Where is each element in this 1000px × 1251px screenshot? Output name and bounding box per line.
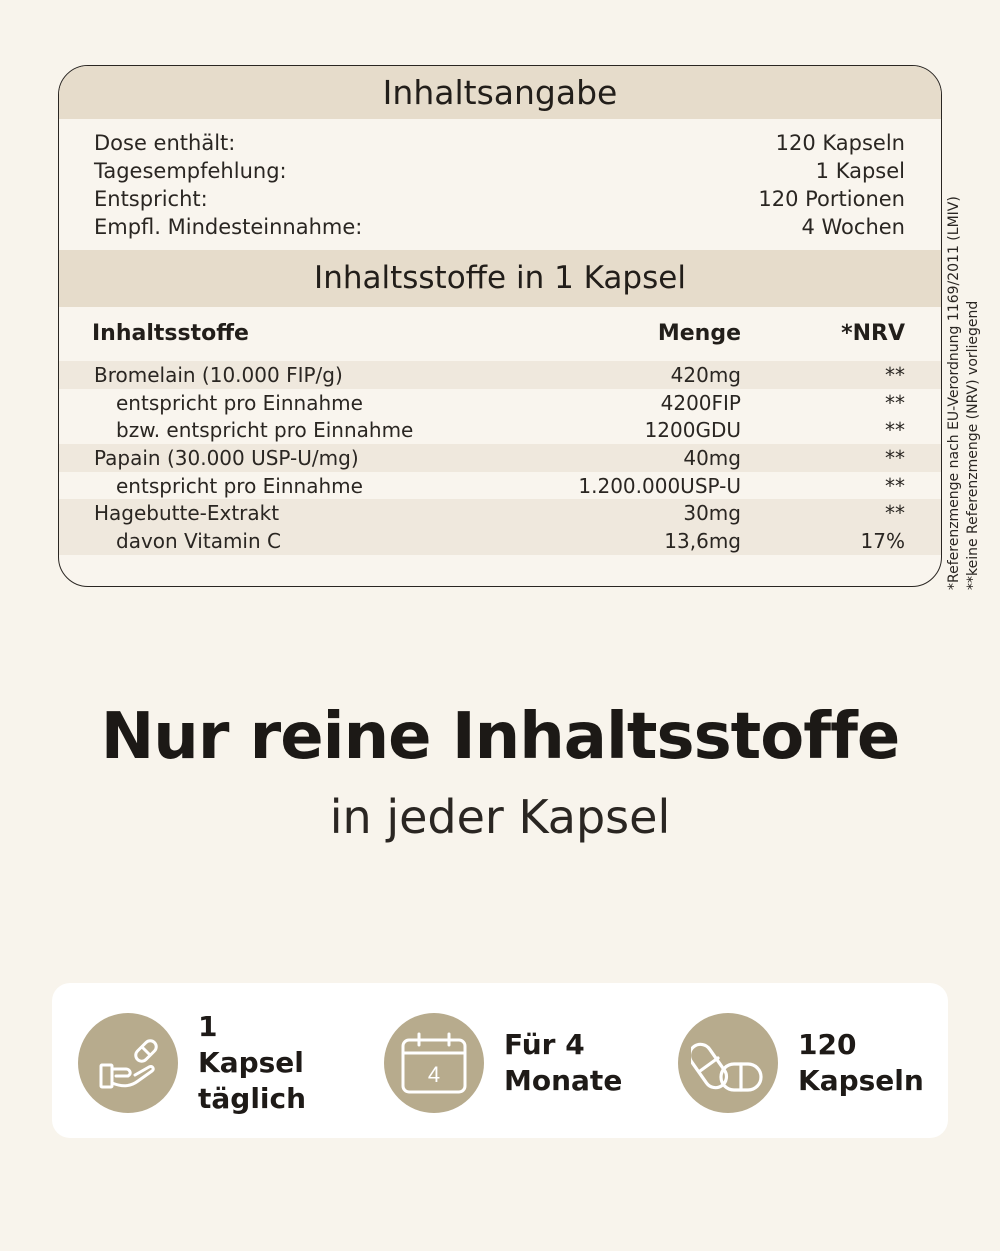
feature-line: Für 4 xyxy=(504,1028,585,1061)
ingredient-name: entspricht pro Einnahme xyxy=(116,473,363,498)
table-row xyxy=(59,499,941,527)
hand-capsule-icon xyxy=(78,1013,178,1113)
table-row xyxy=(59,416,941,444)
ingredient-nrv: ** xyxy=(885,473,905,498)
ingredient-nrv: ** xyxy=(885,501,905,526)
capsules-icon xyxy=(678,1013,778,1113)
feature-text xyxy=(798,1027,928,1099)
summary-value: 4 Wochen xyxy=(801,215,905,239)
footnotes xyxy=(945,140,983,590)
feature-text xyxy=(198,1009,328,1117)
ingredient-name: Papain (30.000 USP-U/mg) xyxy=(94,446,359,471)
ingredient-amount: 30mg xyxy=(683,501,741,526)
calendar-number: 4 xyxy=(427,1062,441,1087)
summary-value: 120 Kapseln xyxy=(775,131,905,155)
features-bar xyxy=(52,983,948,1138)
ingredient-amount: 4200FIP xyxy=(660,390,741,415)
table-header xyxy=(92,321,905,351)
subheadline: in jeder Kapsel xyxy=(329,790,671,844)
table-row xyxy=(59,361,941,389)
table-row xyxy=(59,444,941,472)
footnote-nrv: *Referenzmenge nach EU-Verordnung 1169/2011 (LMIV) xyxy=(946,196,962,590)
summary-label: Empfl. Mindesteinnahme: xyxy=(94,215,363,239)
content-header: Inhaltsangabe xyxy=(59,66,941,119)
table-row xyxy=(59,527,941,555)
summary-label: Entspricht: xyxy=(94,187,208,211)
summary-row xyxy=(94,157,905,185)
summary-row xyxy=(94,129,905,157)
summary-list xyxy=(94,129,905,241)
ingredient-name: bzw. entspricht pro Einnahme xyxy=(116,418,414,443)
summary-value: 1 Kapsel xyxy=(815,159,905,183)
headline: Nur reine Inhaltsstoffe xyxy=(100,700,900,774)
column-header-nrv: *NRV xyxy=(841,321,905,346)
ingredients-header: Inhaltsstoffe in 1 Kapsel xyxy=(59,250,941,307)
ingredient-nrv: ** xyxy=(885,390,905,415)
feature-daily-dose xyxy=(78,1010,328,1115)
ingredient-nrv: ** xyxy=(885,363,905,387)
feature-line: Monate xyxy=(504,1064,623,1097)
ingredient-name: Hagebutte-Extrakt xyxy=(94,501,280,526)
summary-value: 120 Portionen xyxy=(758,187,905,211)
column-header-amount: Menge xyxy=(657,321,741,346)
nutrition-label xyxy=(58,65,942,587)
column-header-name: Inhaltsstoffe xyxy=(92,321,249,346)
ingredient-nrv: ** xyxy=(885,418,905,443)
ingredients-table xyxy=(59,361,941,555)
feature-duration xyxy=(384,1013,634,1113)
ingredient-name: Bromelain (10.000 FIP/g) xyxy=(94,363,343,387)
ingredient-amount: 1.200.000USP-U xyxy=(578,473,741,498)
ingredient-amount: 420mg xyxy=(670,363,741,387)
ingredient-nrv: 17% xyxy=(860,529,905,554)
footnote-no-nrv: **keine Referenzmenge (NRV) vorliegend xyxy=(965,300,981,590)
summary-row xyxy=(94,213,905,241)
feature-line: täglich xyxy=(198,1082,307,1115)
summary-label: Dose enthält: xyxy=(94,131,236,155)
table-row xyxy=(59,389,941,417)
ingredient-name: davon Vitamin C xyxy=(116,529,281,554)
ingredient-amount: 13,6mg xyxy=(664,529,741,554)
feature-line: Kapseln xyxy=(798,1064,924,1097)
ingredient-nrv: ** xyxy=(885,446,905,471)
ingredient-amount: 40mg xyxy=(683,446,741,471)
summary-row xyxy=(94,185,905,213)
ingredient-amount: 1200GDU xyxy=(644,418,741,443)
ingredient-name: entspricht pro Einnahme xyxy=(116,390,363,415)
feature-line: 120 xyxy=(798,1028,857,1061)
summary-label: Tagesempfehlung: xyxy=(94,159,287,183)
table-row xyxy=(59,472,941,500)
feature-text xyxy=(504,1027,634,1099)
calendar-icon xyxy=(384,1013,484,1113)
feature-capsule-count xyxy=(678,1013,928,1113)
feature-line: 1 Kapsel xyxy=(198,1010,304,1079)
